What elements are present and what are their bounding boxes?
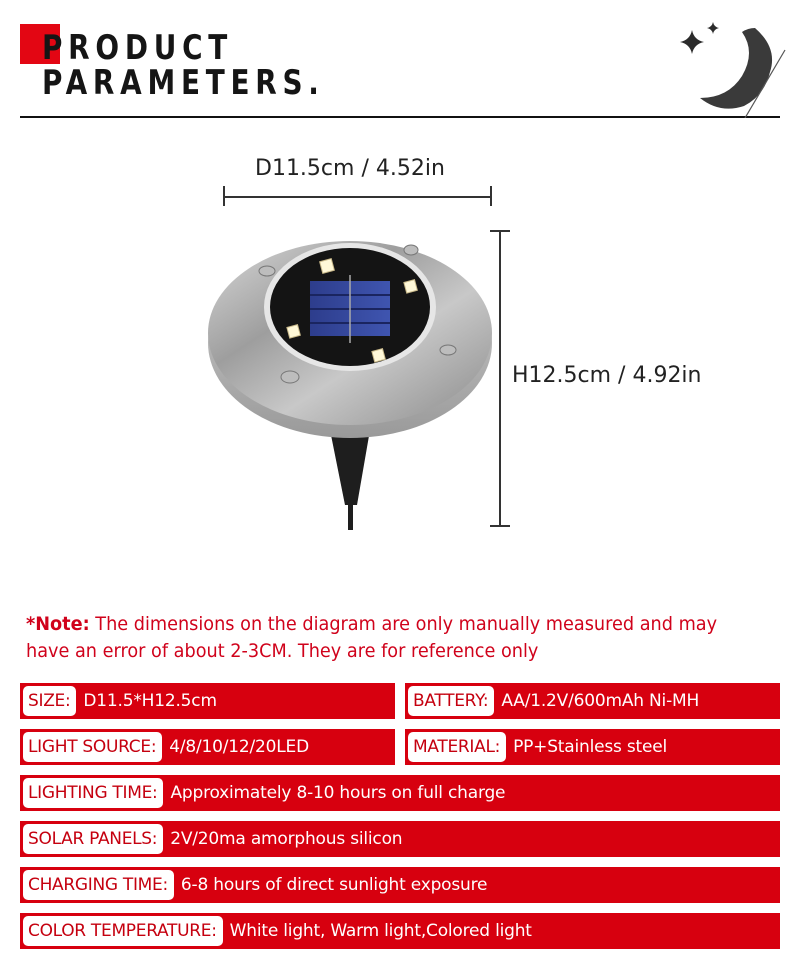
- spec-label: SOLAR PANELS:: [23, 824, 163, 854]
- width-dimension-line: [224, 196, 492, 198]
- spec-value: D11.5*H12.5cm: [83, 691, 217, 711]
- spec-row-color-temperature: [20, 913, 780, 949]
- spec-value: PP+Stainless steel: [513, 737, 668, 757]
- spec-row-lighting-time: [20, 775, 780, 811]
- spec-row-light-source: [20, 729, 395, 765]
- solar-ground-light-image: [205, 225, 505, 535]
- title-line-2: PARAMETERS.: [42, 63, 325, 103]
- width-dimension-tick-left: [223, 186, 225, 206]
- spec-label: COLOR TEMPERATURE:: [23, 916, 223, 946]
- spec-value: 6-8 hours of direct sunlight exposure: [180, 875, 488, 895]
- measurement-note: [26, 611, 733, 665]
- title-line-1: PRODUCT: [42, 28, 234, 68]
- header-divider: [20, 116, 780, 118]
- width-dimension-tick-right: [490, 186, 492, 206]
- spec-row-battery: [405, 683, 780, 719]
- spec-label: BATTERY:: [408, 686, 494, 716]
- spec-value: White light, Warm light,Colored light: [229, 921, 532, 941]
- moon-and-stars-icon: [670, 10, 790, 118]
- spec-row-solar-panels: [20, 821, 780, 857]
- spec-value: 2V/20ma amorphous silicon: [170, 829, 403, 849]
- spec-label: MATERIAL:: [408, 732, 506, 762]
- spec-label: SIZE:: [23, 686, 76, 716]
- spec-row-material: [405, 729, 780, 765]
- note-label: *Note:: [26, 613, 90, 635]
- note-text: The dimensions on the diagram are only manually measured and may have an error of about 2-3CM. They are for reference only: [26, 613, 718, 662]
- spec-row-size: [20, 683, 395, 719]
- spec-label: CHARGING TIME:: [23, 870, 174, 900]
- spec-value: Approximately 8-10 hours on full charge: [170, 783, 506, 803]
- spec-value: AA/1.2V/600mAh Ni-MH: [501, 691, 700, 711]
- spec-row-charging-time: [20, 867, 780, 903]
- width-dimension-label: D11.5cm / 4.52in: [255, 156, 445, 181]
- spec-label: LIGHTING TIME:: [23, 778, 163, 808]
- spec-value: 4/8/10/12/20LED: [169, 737, 309, 757]
- spec-label: LIGHT SOURCE:: [23, 732, 162, 762]
- height-dimension-label: H12.5cm / 4.92in: [512, 363, 702, 388]
